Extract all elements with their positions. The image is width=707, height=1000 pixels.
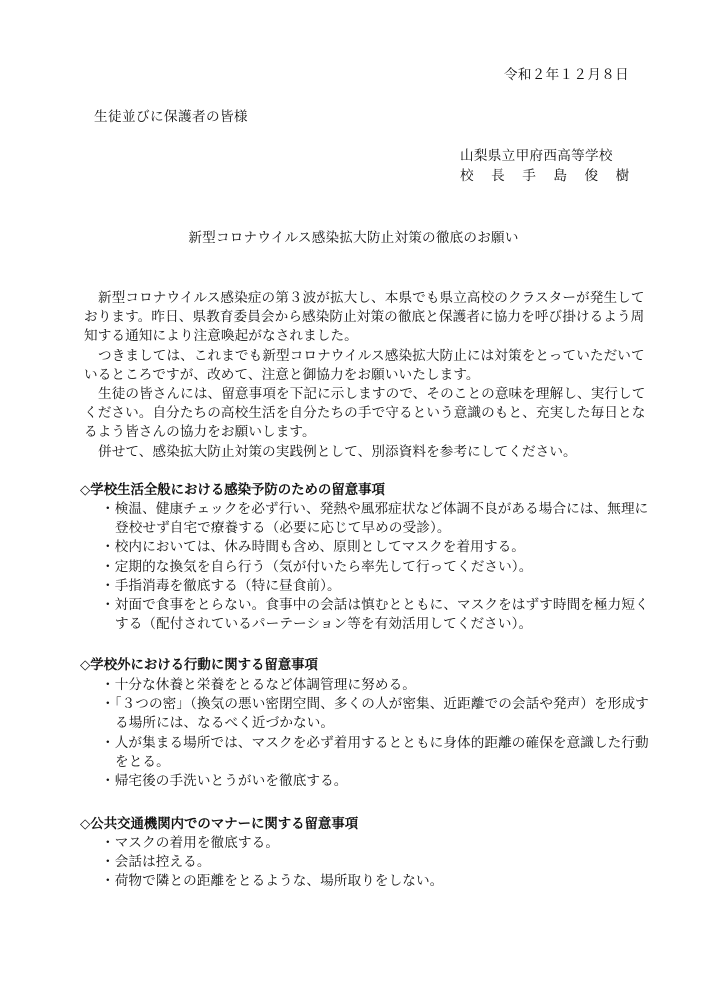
body-line: ください。自分たちの高校生活を自分たちの手で守るという意識のもと、充実した毎日とな bbox=[84, 405, 646, 422]
section-heading-school-life: ◇学校生活全般における感染予防のための留意事項 bbox=[80, 483, 385, 498]
school-name: 山梨県立甲府西高等学校 bbox=[460, 148, 613, 164]
list-item: をとる。 bbox=[115, 753, 170, 770]
list-item: ・十分な休養と栄養をとるなど体調管理に努める。 bbox=[101, 677, 416, 693]
list-item: 登校せず自宅で療養する（必要に応じて早めの受診）。 bbox=[115, 520, 451, 537]
body-line: 生徒の皆さんには、留意事項を下記に示しますので、そのことの意味を理解し、実行して bbox=[98, 386, 646, 403]
body-line: 知する通知により注意喚起がなされました。 bbox=[84, 328, 358, 345]
list-item: ・定期的な換気を自ら行う（気が付いたら率先して行ってください）。 bbox=[101, 558, 533, 575]
section-heading-public-transport: ◇公共交通機関内でのマナーに関する留意事項 bbox=[80, 817, 359, 832]
addressee: 生徒並びに保護者の皆様 bbox=[94, 109, 248, 125]
list-item: ・検温、健康チェックを必ず行い、発熱や風邪症状など体調不良がある場合には、無理に bbox=[101, 501, 649, 517]
section-heading-outside-school: ◇学校外における行動に関する留意事項 bbox=[80, 658, 318, 673]
body-text bbox=[84, 289, 644, 462]
principal-name: 校 長 手 島 俊 樹 bbox=[460, 168, 636, 184]
list-item: ・マスクの着用を徹底する。 bbox=[101, 835, 280, 851]
list-item: ・校内においては、休み時間も含め、原則としてマスクを着用する。 bbox=[101, 539, 525, 556]
section-list-outside-school bbox=[101, 676, 661, 791]
body-line: おります。昨日、県教育委員会から感染防止対策の徹底と保護者に協力を呼び掛けるよう周 bbox=[84, 309, 645, 326]
body-line: いるところですが、改めて、注意と御協力をお願いいたします。 bbox=[84, 366, 480, 383]
list-item: ・会話は控える。 bbox=[101, 854, 211, 871]
document-title: 新型コロナウイルス感染拡大防止対策の徹底のお願い bbox=[188, 230, 519, 246]
list-item: る場所には、なるべく近づかない。 bbox=[115, 715, 335, 732]
list-item: ・帰宅後の手洗いとうがいを徹底する。 bbox=[101, 773, 348, 790]
list-item: ・荷物で隣との距離をとるような、場所取りをしない。 bbox=[101, 873, 444, 890]
body-line: 併せて、感染拡大防止対策の実践例として、別添資料を参考にしてください。 bbox=[98, 443, 577, 460]
list-item: ・人が集まる場所では、マスクを必ず着用するとともに身体的距離の確保を意識した行動 bbox=[101, 734, 649, 751]
document-date: 令和２年１２月８日 bbox=[503, 67, 629, 83]
list-item: ・手指消毒を徹底する（特に昼食前）。 bbox=[101, 577, 341, 594]
list-item: する（配付されているパーテーション等を有効活用してください）。 bbox=[115, 616, 533, 633]
section-list-public-transport bbox=[101, 834, 661, 892]
list-item: ・対面で食事をとらない。食事中の会話は慎むとともに、マスクをはずす時間を極力短く bbox=[101, 597, 649, 614]
body-line: つきましては、これまでも新型コロナウイルス感染拡大防止には対策をとっていただいて bbox=[98, 347, 645, 364]
body-line: 新型コロナウイルス感染症の第３波が拡大し、本県でも県立高校のクラスターが発生して bbox=[98, 290, 645, 306]
body-line: るよう皆さんの協力をお願いします。 bbox=[84, 424, 316, 441]
list-item: ・「３つの密」（換気の悪い密閉空間、多くの人が密集、近距離での会話や発声）を形成す bbox=[101, 696, 649, 713]
section-list-school-life bbox=[101, 500, 661, 634]
